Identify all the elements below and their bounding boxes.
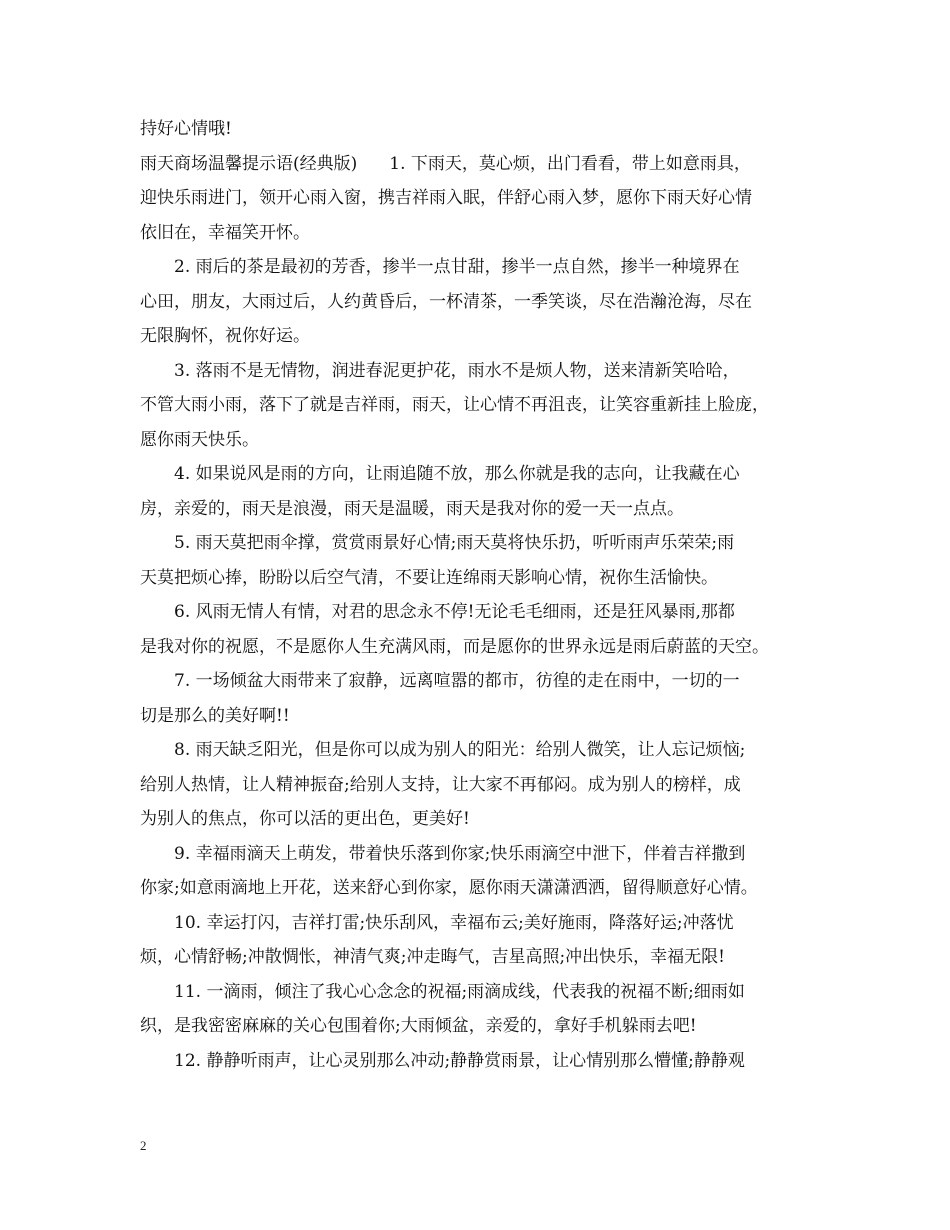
paragraph-line: 12. 静静听雨声，让心灵别那么冲动;静静赏雨景，让心情别那么懵懂;静静观: [174, 1050, 745, 1071]
paragraph-line: 房，亲爱的，雨天是浪漫，雨天是温暖，雨天是我对你的爱一天一点点。: [140, 498, 684, 519]
paragraph-line: 不管大雨小雨，落下了就是吉祥雨，雨天，让心情不再沮丧，让笑容重新挂上脸庞，: [140, 395, 769, 415]
paragraph-line: 2. 雨后的茶是最初的芳香，掺半一点甘甜，掺半一点自然，掺半一种境界在: [174, 257, 740, 277]
paragraph-line: 10. 幸运打闪，吉祥打雷;快乐刮风，幸福布云;美好施雨，降落好运;冲落忧: [174, 912, 734, 933]
paragraph-line: 给别人热情，让人精神振奋;给别人支持，让大家不再郁闷。成为别人的榜样，成: [140, 774, 741, 795]
document-body: [140, 112, 840, 1078]
paragraph-line: 4. 如果说风是雨的方向，让雨追随不放，那么你就是我的志向，让我藏在心: [174, 464, 740, 484]
section-heading: 雨天商场温馨提示语(经典版): [140, 153, 358, 174]
paragraph-line: 织，是我密密麻麻的关心包围着你;大雨倾盆，亲爱的，拿好手机躲雨去吧!: [140, 1016, 697, 1036]
paragraph-line: 11. 一滴雨，倾注了我心心念念的祝福;雨滴成线，代表我的祝福不断;细雨如: [174, 981, 745, 1002]
paragraph-line: 切是那么的美好啊!!: [140, 705, 290, 726]
paragraph-line: 5. 雨天莫把雨伞撑，赏赏雨景好心情;雨天莫将快乐扔，听听雨声乐荣荣;雨: [174, 533, 735, 553]
page-number: 2: [140, 1138, 147, 1153]
paragraph-line: 6. 风雨无情人有情，对君的思念永不停!无论毛毛细雨，还是狂风暴雨,那都: [174, 602, 735, 622]
paragraph-line: 依旧在，幸福笑开怀。: [140, 222, 310, 243]
paragraph-line: 愿你雨天快乐。: [140, 429, 259, 450]
paragraph-line: 是我对你的祝愿，不是愿你人生充满风雨，而是愿你的世界永远是雨后蔚蓝的天空。: [140, 636, 769, 657]
paragraph-line: 无限胸怀，祝你好运。: [140, 326, 310, 346]
paragraph-line: 7. 一场倾盆大雨带来了寂静，远离喧嚣的都市，彷徨的走在雨中，一切的一: [174, 671, 740, 691]
paragraph-list: [140, 250, 840, 1078]
paragraph-line: 9. 幸福雨滴天上萌发，带着快乐落到你家;快乐雨滴空中泄下，伴着吉祥撒到: [174, 843, 746, 864]
paragraph-line: 你家;如意雨滴地上开花，送来舒心到你家，愿你雨天潇潇洒洒，留得顺意好心情。: [140, 878, 758, 898]
lead-line: 持好心情哦!: [140, 119, 232, 139]
paragraph-line: 3. 落雨不是无情物，润进春泥更护花，雨水不是烦人物，送来清新笑哈哈，: [174, 360, 740, 381]
heading-tail: 1. 下雨天，莫心烦，出门看看，带上如意雨具，: [389, 153, 751, 174]
paragraph-line: 天莫把烦心捧，盼盼以后空气清，不要让连绵雨天影响心情，祝你生活愉快。: [140, 567, 718, 588]
paragraph-line: 迎快乐雨进门，领开心雨入窗，携吉祥雨入眠，伴舒心雨入梦，愿你下雨天好心情: [140, 188, 752, 208]
paragraph-line: 心田，朋友，大雨过后，人约黄昏后，一杯清茶，一季笑谈，尽在浩瀚沧海，尽在: [140, 291, 752, 312]
section-heading-line: [140, 147, 840, 182]
paragraph-line: 8. 雨天缺乏阳光，但是你可以成为别人的阳光：给别人微笑，让人忘记烦恼;: [174, 740, 746, 760]
paragraph-line: 为别人的焦点，你可以活的更出色，更美好!: [140, 809, 470, 829]
paragraph-line: 烦，心情舒畅;冲散惆怅，神清气爽;冲走晦气，吉星高照;冲出快乐，幸福无限!: [140, 947, 726, 967]
